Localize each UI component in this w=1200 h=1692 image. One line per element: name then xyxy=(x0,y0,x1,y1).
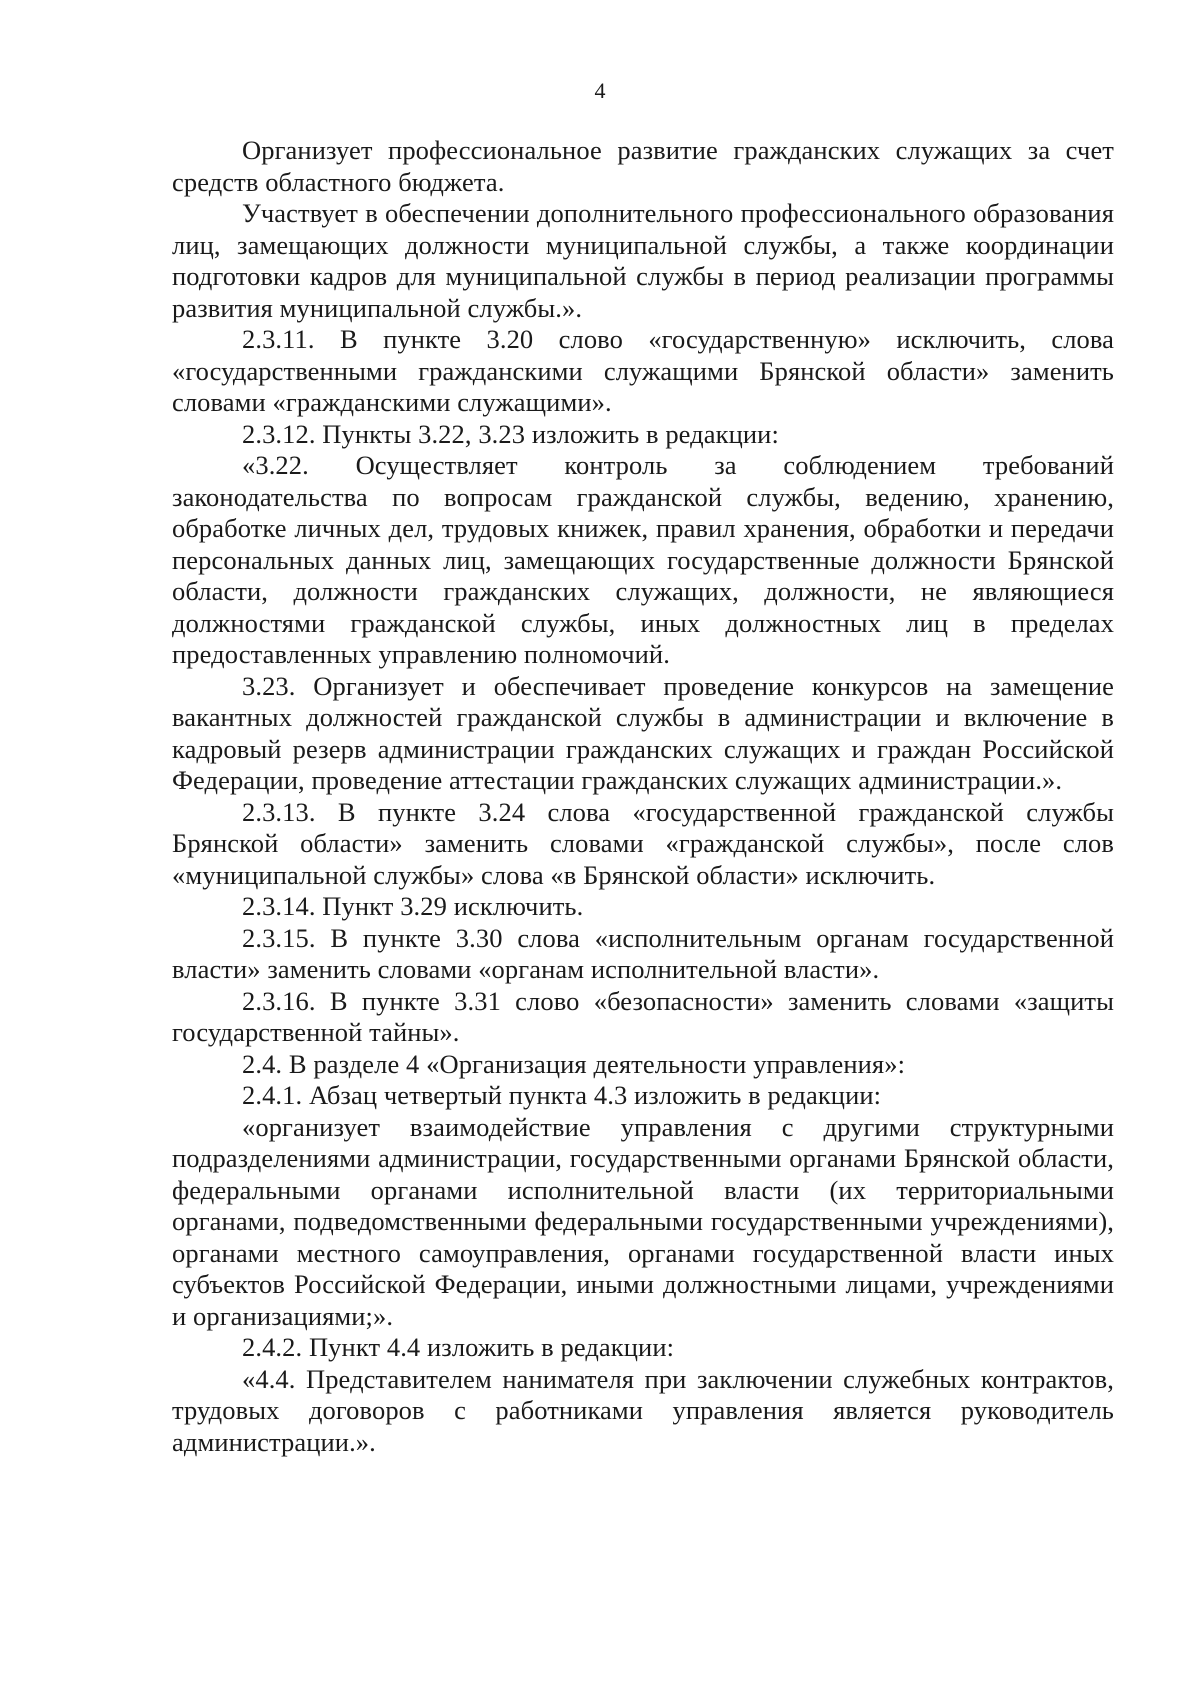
paragraph: «4.4. Представителем нанимателя при заключении служебных контрактов, трудовых договоров с работниками управления является руководитель администрации.». xyxy=(172,1363,1114,1457)
paragraph: 2.3.13. В пункте 3.24 слова «государственной гражданской службы Брянской области» заменить словами «гражданской службы», после слов «муниципальной службы» слова «в Брянской области» исключить. xyxy=(172,796,1114,890)
paragraph: 2.3.11. В пункте 3.20 слово «государственную» исключить, слова «государственными гражданскими служащими Брянской области» заменить словами «гражданскими служащими». xyxy=(172,324,1114,417)
paragraph: «организует взаимодействие управления с другими структурными подразделениями администрации, государственными органами Брянской области, федеральными органами исполнительной власти (их территориальными органами, подведомственными федеральными государственными учреждениями), органами местного самоуправления, органами государственной власти иных субъектов Российской Федерации, иными должностными лицами, учреждениями и организациями;». xyxy=(172,1111,1114,1331)
paragraph: 2.3.15. В пункте 3.30 слова «исполнительным органам государственной власти» заменить словами «органам исполнительной власти». xyxy=(172,922,1114,984)
paragraph: 2.3.16. В пункте 3.31 слово «безопасности» заменить словами «защиты государственной тайны». xyxy=(172,985,1114,1047)
paragraph: 2.3.12. Пункты 3.22, 3.23 изложить в редакции: xyxy=(242,418,779,449)
page-number: 4 xyxy=(594,78,606,103)
paragraph: 2.4. В разделе 4 «Организация деятельности управления»: xyxy=(242,1048,906,1079)
paragraph: 2.4.1. Абзац четвертый пункта 4.3 изложить в редакции: xyxy=(242,1080,882,1110)
paragraph: Организует профессиональное развитие гражданских служащих за счет средств областного бюджета. xyxy=(172,135,1114,197)
paragraph: Участвует в обеспечении дополнительного профессионального образования лиц, замещающих должности муниципальной службы, а также координации подготовки кадров для муниципальной службы в период реализации программы развития муниципальной службы.». xyxy=(172,198,1114,323)
paragraph: 3.23. Организует и обеспечивает проведение конкурсов на замещение вакантных должностей гражданской службы в администрации и включение в кадровый резерв администрации гражданских служащих и граждан Российской Федерации, проведение аттестации гражданских служащих администрации.». xyxy=(172,670,1114,795)
paragraph: 2.4.2. Пункт 4.4 изложить в редакции: xyxy=(242,1332,675,1362)
document-body xyxy=(172,135,1114,1458)
paragraph: 2.3.14. Пункт 3.29 исключить. xyxy=(242,891,584,921)
paragraph: «3.22. Осуществляет контроль за соблюдением требований законодательства по вопросам гражданской службы, ведению, хранению, обработке личных дел, трудовых книжек, правил хранения, обработки и передачи персональных данных лиц, замещающих государственные должности Брянской области, должности гражданских служащих, должности, не являющиеся должностями гражданской службы, иных должностных лиц в пределах предоставленных управлению полномочий. xyxy=(172,450,1114,669)
